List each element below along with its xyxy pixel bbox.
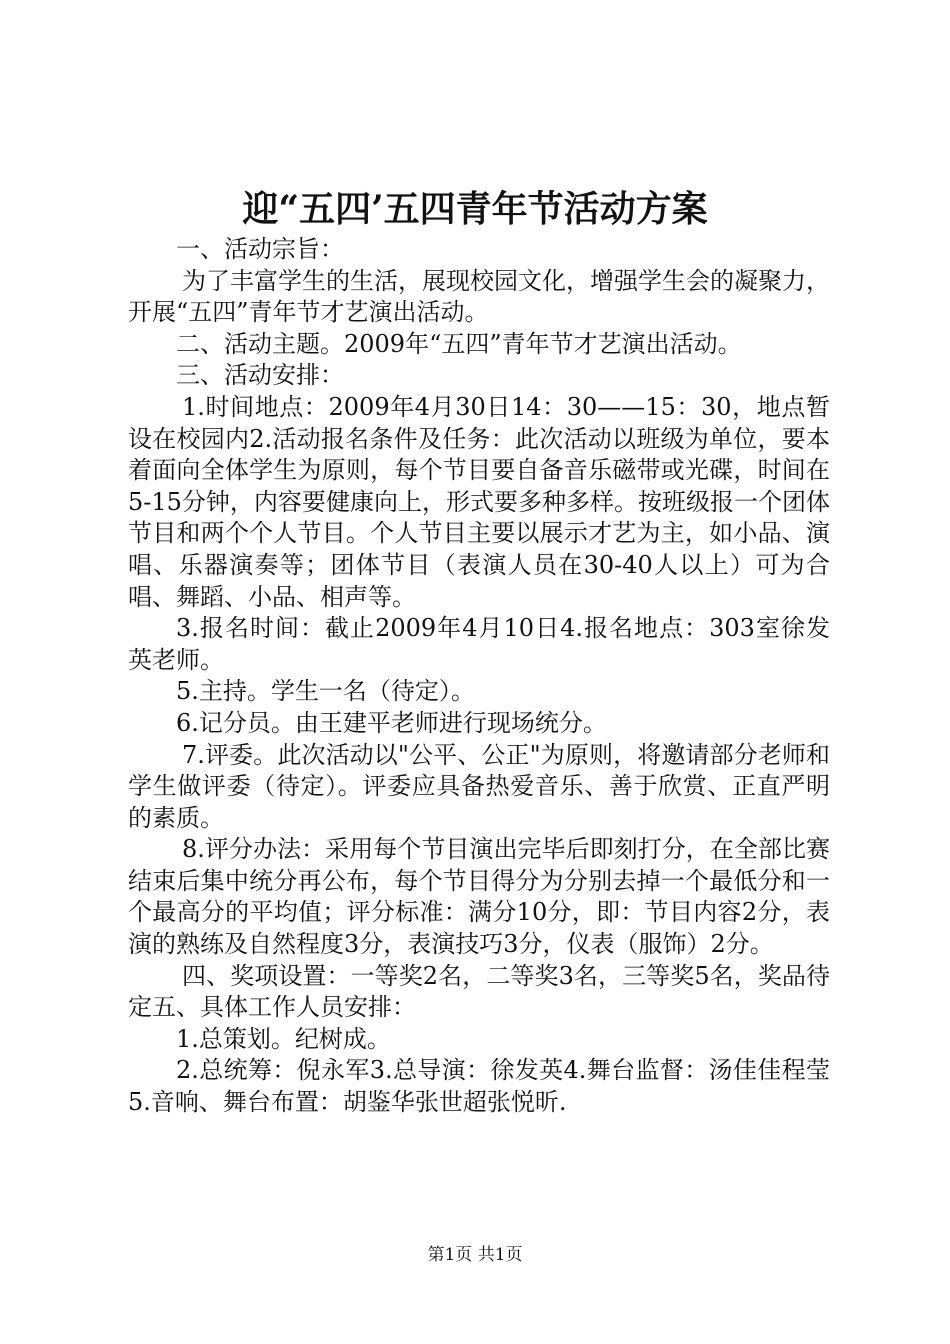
section-heading-arrangement: 三、活动安排： (176, 361, 344, 390)
paragraph-scoring: 8.评分办法：采用每个节目演出完毕后即刻打分，在全部比赛结束后集中统分再公布，每个节目得分为分别去掉一个最低分和一个最高分的平均值；评分标准：满分10分，即：节目内容2分，表演的熟练及自然程度3分，表演技巧3分，仪表（服饰）2分。 (128, 835, 830, 959)
paragraph-scorekeeper: 6.记分员。由王建平老师进行现场统分。 (176, 708, 607, 737)
paragraph-time-place: 1.时间地点：2009年4月30日14：30——15：30，地点暂设在校园内2.活动报名条件及任务：此次活动以班级为单位，要本着面向全体学生为原则，每个节目要自备音乐磁带或光碟，时间在5-15分钟，内容要健康向上，形式要多种多样。按班级报一个团体节目和两个个人节目。个人节目主要以展示才艺为主，如小品、演唱、乐器演奏等；团体节目（表演人员在30-40人以上）可为合唱、舞蹈、小品、相声等。 (128, 392, 830, 611)
section-heading-purpose: 一、活动宗旨： (176, 235, 344, 263)
paragraph-judges: 7.评委。此次活动以"公平、公正"为原则，将邀请部分老师和学生做评委（待定）。评委应具备热爱音乐、善于欣赏、正直严明的素质。 (128, 740, 830, 832)
document-title: 迎“五四’五四青年节活动方案 (242, 188, 708, 230)
document-body (128, 234, 830, 1119)
paragraph-purpose: 为了丰富学生的生活，展现校园文化，增强学生会的凝聚力，开展“五四”青年节才艺演出活动。 (128, 266, 830, 327)
section-heading-theme: 二、活动主题。2009年“五四”青年节才艺演出活动。 (176, 329, 742, 358)
page-footer: 第1页 共1页 (427, 1245, 523, 1265)
paragraph-registration: 3.报名时间：截止2009年4月10日4.报名地点：303室徐发英老师。 (128, 614, 830, 674)
paragraph-planner: 1.总策划。纪树成。 (176, 1024, 391, 1053)
paragraph-awards: 四、奖项设置：一等奖2名，二等奖3名，三等奖5名，奖品待定五、具体工作人员安排： (128, 961, 830, 1022)
paragraph-host: 5.主持。学生一名（待定）。 (176, 677, 475, 706)
paragraph-staff: 2.总统筹：倪永军3.总导演：徐发英4.舞台监督：汤佳佳程莹5.音响、舞台布置：胡鉴华张世超张悦昕. (128, 1056, 830, 1117)
